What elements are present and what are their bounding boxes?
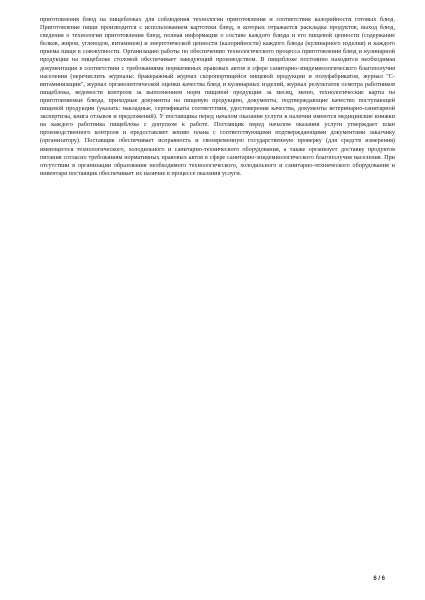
document-body-paragraph: приготовления блюд на пищеблоках для соблюдения технологии приготовления и соответствия калорийности готовых блюд. Приготовление пищи производится с использованием картотеки блюд, в которых отражается раскладка продуктов, выход блюд, сведения о технологии приготовления блюд, полная информация о составе каждого блюда и его пищевой ценности (содержание белков, жиров, углеводов, витаминов) и энергетической ценности (калорийности) каждого блюда (кулинарного изделия) и каждого приема пищи в совокупности. Организацию работы по обеспечению технологического процесса приготовления блюд и кулинарной продукции на пищеблоке столовой обеспечивает заведующий производством. В пищеблоке постоянно находится необходимая документация в соответствии с требованиями нормативных правовых актов в сфере санитарно-эпидемиологического благополучия населения (перечислить журналы: бракеражный журнал скоропортящейся пищевой продукции и полуфабрикатов, журнал "С-витаминизации", журнал органолептической оценки качества блюд и кулинарных изделий, журнал результатов осмотра работников пищеблока, ведомости контроля за выполнением норм пищевой продукции за месяц, меню, технологические карты на приготовляемые блюда, приходные документы на пищевую продукцию, документы, подтверждающие качество поступающей пищевой продукции (указать: накладные, сертификаты соответствия, удостоверения качества, документы ветеринарно-санитарной экспертизы, книга отзывов и предложений). У поставщика перед началом оказания услуги в наличии имеются медицинские книжки на каждого работника пищеблока с допуском к работе. Поставщик перед началом оказания услуги утверждает план производственного контроля и предоставляет копию плана с соответствующими подтверждающими документами заказчику (организатору). Поставщик обеспечивает исправность и своевременную государственную проверку (для средств измерения) имеющегося технологического, холодильного и санитарно-технического оборудования, а также организует доставку продуктов питания согласно требованиям нормативных правовых актов в сфере санитарно-эпидемиологического благополучия населения. При отсутствии в организации образования необходимого технологического, холодильного и санитарно-технического оборудования и инвентаря поставщик обеспечивает их наличие в процессе оказания услуги. xyxy=(40,16,395,177)
page-number: 6 / 6 xyxy=(373,576,385,582)
